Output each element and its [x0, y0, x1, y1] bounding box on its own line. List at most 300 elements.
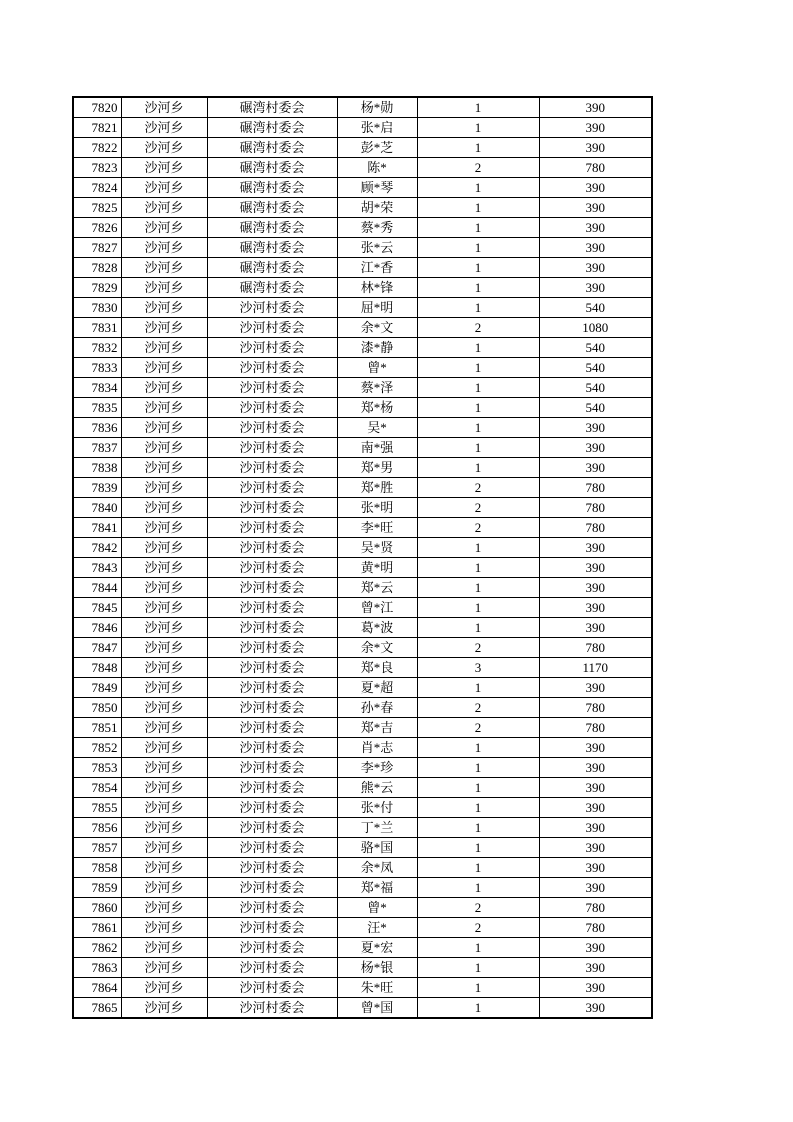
- cell-amount: 390: [539, 938, 652, 958]
- cell-township: 沙河乡: [121, 698, 207, 718]
- cell-serial-number: 7821: [73, 118, 121, 138]
- table-row: [73, 518, 652, 538]
- cell-amount: 390: [539, 138, 652, 158]
- cell-serial-number: 7860: [73, 898, 121, 918]
- cell-person-name: 余*文: [337, 318, 417, 338]
- cell-count: 1: [417, 458, 539, 478]
- cell-person-name: 张*云: [337, 238, 417, 258]
- cell-serial-number: 7832: [73, 338, 121, 358]
- table-row: [73, 118, 652, 138]
- cell-person-name: 蔡*泽: [337, 378, 417, 398]
- table-row: [73, 878, 652, 898]
- cell-amount: 780: [539, 638, 652, 658]
- cell-serial-number: 7838: [73, 458, 121, 478]
- cell-person-name: 熊*云: [337, 778, 417, 798]
- cell-serial-number: 7851: [73, 718, 121, 738]
- cell-serial-number: 7827: [73, 238, 121, 258]
- cell-township: 沙河乡: [121, 258, 207, 278]
- cell-person-name: 肖*志: [337, 738, 417, 758]
- cell-township: 沙河乡: [121, 318, 207, 338]
- cell-village-committee: 碾湾村委会: [207, 198, 337, 218]
- cell-amount: 780: [539, 698, 652, 718]
- cell-amount: 780: [539, 158, 652, 178]
- table-row: [73, 658, 652, 678]
- cell-count: 2: [417, 498, 539, 518]
- cell-township: 沙河乡: [121, 618, 207, 638]
- cell-serial-number: 7862: [73, 938, 121, 958]
- cell-count: 1: [417, 578, 539, 598]
- cell-amount: 780: [539, 518, 652, 538]
- cell-amount: 390: [539, 178, 652, 198]
- cell-township: 沙河乡: [121, 478, 207, 498]
- cell-count: 2: [417, 478, 539, 498]
- cell-township: 沙河乡: [121, 118, 207, 138]
- cell-count: 1: [417, 838, 539, 858]
- cell-person-name: 葛*波: [337, 618, 417, 638]
- cell-village-committee: 沙河村委会: [207, 658, 337, 678]
- cell-village-committee: 沙河村委会: [207, 718, 337, 738]
- table-row: [73, 638, 652, 658]
- cell-serial-number: 7824: [73, 178, 121, 198]
- cell-amount: 540: [539, 338, 652, 358]
- cell-serial-number: 7841: [73, 518, 121, 538]
- cell-township: 沙河乡: [121, 97, 207, 118]
- cell-count: 1: [417, 738, 539, 758]
- table-row: [73, 558, 652, 578]
- cell-amount: 540: [539, 398, 652, 418]
- cell-amount: 390: [539, 738, 652, 758]
- cell-village-committee: 碾湾村委会: [207, 238, 337, 258]
- cell-village-committee: 沙河村委会: [207, 498, 337, 518]
- cell-amount: 780: [539, 918, 652, 938]
- cell-village-committee: 碾湾村委会: [207, 97, 337, 118]
- cell-person-name: 朱*旺: [337, 978, 417, 998]
- table-row: [73, 258, 652, 278]
- table-row: [73, 298, 652, 318]
- cell-amount: 390: [539, 798, 652, 818]
- table-row: [73, 798, 652, 818]
- cell-amount: 390: [539, 618, 652, 638]
- cell-amount: 540: [539, 358, 652, 378]
- cell-village-committee: 碾湾村委会: [207, 138, 337, 158]
- cell-person-name: 吴*: [337, 418, 417, 438]
- cell-person-name: 郑*福: [337, 878, 417, 898]
- cell-village-committee: 沙河村委会: [207, 598, 337, 618]
- cell-count: 2: [417, 898, 539, 918]
- cell-village-committee: 沙河村委会: [207, 558, 337, 578]
- cell-person-name: 孙*春: [337, 698, 417, 718]
- cell-township: 沙河乡: [121, 578, 207, 598]
- cell-amount: 390: [539, 218, 652, 238]
- cell-amount: 780: [539, 498, 652, 518]
- cell-person-name: 蔡*秀: [337, 218, 417, 238]
- cell-village-committee: 沙河村委会: [207, 838, 337, 858]
- cell-village-committee: 沙河村委会: [207, 678, 337, 698]
- cell-village-committee: 碾湾村委会: [207, 178, 337, 198]
- cell-count: 1: [417, 678, 539, 698]
- table-row: [73, 858, 652, 878]
- cell-serial-number: 7848: [73, 658, 121, 678]
- cell-village-committee: 碾湾村委会: [207, 158, 337, 178]
- table-row: [73, 998, 652, 1019]
- cell-amount: 390: [539, 818, 652, 838]
- cell-count: 2: [417, 698, 539, 718]
- cell-amount: 390: [539, 458, 652, 478]
- cell-count: 1: [417, 138, 539, 158]
- table-row: [73, 778, 652, 798]
- cell-serial-number: 7837: [73, 438, 121, 458]
- table-row: [73, 138, 652, 158]
- cell-amount: 540: [539, 378, 652, 398]
- cell-village-committee: 沙河村委会: [207, 958, 337, 978]
- cell-amount: 390: [539, 978, 652, 998]
- cell-amount: 390: [539, 838, 652, 858]
- cell-serial-number: 7850: [73, 698, 121, 718]
- cell-village-committee: 沙河村委会: [207, 818, 337, 838]
- cell-township: 沙河乡: [121, 338, 207, 358]
- cell-serial-number: 7842: [73, 538, 121, 558]
- table-row: [73, 238, 652, 258]
- cell-village-committee: 沙河村委会: [207, 878, 337, 898]
- cell-amount: 780: [539, 898, 652, 918]
- cell-serial-number: 7843: [73, 558, 121, 578]
- table-row: [73, 918, 652, 938]
- cell-count: 1: [417, 118, 539, 138]
- cell-village-committee: 沙河村委会: [207, 918, 337, 938]
- cell-township: 沙河乡: [121, 538, 207, 558]
- cell-township: 沙河乡: [121, 198, 207, 218]
- cell-amount: 390: [539, 858, 652, 878]
- cell-count: 1: [417, 978, 539, 998]
- cell-person-name: 李*旺: [337, 518, 417, 538]
- cell-person-name: 张*付: [337, 798, 417, 818]
- cell-village-committee: 沙河村委会: [207, 518, 337, 538]
- cell-person-name: 杨*银: [337, 958, 417, 978]
- table-row: [73, 738, 652, 758]
- cell-township: 沙河乡: [121, 438, 207, 458]
- cell-person-name: 曾*: [337, 358, 417, 378]
- cell-village-committee: 沙河村委会: [207, 418, 337, 438]
- cell-amount: 390: [539, 418, 652, 438]
- cell-township: 沙河乡: [121, 378, 207, 398]
- cell-person-name: 漆*静: [337, 338, 417, 358]
- cell-serial-number: 7857: [73, 838, 121, 858]
- cell-person-name: 胡*荣: [337, 198, 417, 218]
- cell-amount: 390: [539, 258, 652, 278]
- cell-serial-number: 7825: [73, 198, 121, 218]
- cell-township: 沙河乡: [121, 778, 207, 798]
- cell-count: 1: [417, 758, 539, 778]
- table-row: [73, 598, 652, 618]
- cell-person-name: 曾*: [337, 898, 417, 918]
- table-row: [73, 178, 652, 198]
- cell-village-committee: 沙河村委会: [207, 338, 337, 358]
- cell-village-committee: 沙河村委会: [207, 298, 337, 318]
- cell-count: 1: [417, 538, 539, 558]
- cell-amount: 390: [539, 778, 652, 798]
- cell-count: 1: [417, 858, 539, 878]
- cell-village-committee: 沙河村委会: [207, 458, 337, 478]
- table-row: [73, 538, 652, 558]
- cell-person-name: 郑*吉: [337, 718, 417, 738]
- cell-amount: 390: [539, 878, 652, 898]
- cell-amount: 1080: [539, 318, 652, 338]
- cell-amount: 780: [539, 718, 652, 738]
- table-row: [73, 498, 652, 518]
- cell-serial-number: 7831: [73, 318, 121, 338]
- cell-count: 1: [417, 878, 539, 898]
- cell-count: 1: [417, 438, 539, 458]
- cell-person-name: 李*珍: [337, 758, 417, 778]
- cell-count: 1: [417, 358, 539, 378]
- table-body: [73, 97, 652, 1018]
- table-row: [73, 418, 652, 438]
- cell-township: 沙河乡: [121, 878, 207, 898]
- cell-amount: 390: [539, 578, 652, 598]
- cell-count: 2: [417, 638, 539, 658]
- cell-serial-number: 7845: [73, 598, 121, 618]
- cell-serial-number: 7846: [73, 618, 121, 638]
- cell-serial-number: 7839: [73, 478, 121, 498]
- cell-person-name: 郑*杨: [337, 398, 417, 418]
- table-row: [73, 438, 652, 458]
- table-row: [73, 578, 652, 598]
- cell-person-name: 夏*宏: [337, 938, 417, 958]
- cell-count: 1: [417, 97, 539, 118]
- cell-township: 沙河乡: [121, 998, 207, 1019]
- table-row: [73, 97, 652, 118]
- cell-village-committee: 碾湾村委会: [207, 218, 337, 238]
- cell-count: 1: [417, 598, 539, 618]
- table-row: [73, 358, 652, 378]
- cell-person-name: 余*文: [337, 638, 417, 658]
- cell-serial-number: 7855: [73, 798, 121, 818]
- cell-person-name: 顾*琴: [337, 178, 417, 198]
- table-row: [73, 618, 652, 638]
- cell-count: 2: [417, 518, 539, 538]
- cell-village-committee: 沙河村委会: [207, 378, 337, 398]
- cell-township: 沙河乡: [121, 738, 207, 758]
- cell-township: 沙河乡: [121, 598, 207, 618]
- cell-amount: 390: [539, 198, 652, 218]
- cell-serial-number: 7835: [73, 398, 121, 418]
- cell-serial-number: 7820: [73, 97, 121, 118]
- cell-village-committee: 沙河村委会: [207, 798, 337, 818]
- cell-count: 1: [417, 418, 539, 438]
- table-row: [73, 278, 652, 298]
- cell-village-committee: 沙河村委会: [207, 858, 337, 878]
- cell-township: 沙河乡: [121, 218, 207, 238]
- cell-amount: 390: [539, 238, 652, 258]
- cell-count: 1: [417, 258, 539, 278]
- cell-village-committee: 沙河村委会: [207, 318, 337, 338]
- cell-village-committee: 沙河村委会: [207, 738, 337, 758]
- table-row: [73, 718, 652, 738]
- cell-serial-number: 7852: [73, 738, 121, 758]
- cell-amount: 780: [539, 478, 652, 498]
- cell-serial-number: 7865: [73, 998, 121, 1019]
- cell-count: 3: [417, 658, 539, 678]
- table-row: [73, 458, 652, 478]
- cell-serial-number: 7822: [73, 138, 121, 158]
- table-row: [73, 338, 652, 358]
- cell-serial-number: 7853: [73, 758, 121, 778]
- cell-person-name: 张*启: [337, 118, 417, 138]
- cell-serial-number: 7823: [73, 158, 121, 178]
- cell-amount: 390: [539, 538, 652, 558]
- cell-serial-number: 7861: [73, 918, 121, 938]
- cell-count: 1: [417, 798, 539, 818]
- cell-township: 沙河乡: [121, 978, 207, 998]
- cell-person-name: 南*强: [337, 438, 417, 458]
- cell-amount: 390: [539, 958, 652, 978]
- cell-serial-number: 7856: [73, 818, 121, 838]
- cell-count: 2: [417, 318, 539, 338]
- table-row: [73, 158, 652, 178]
- cell-village-committee: 沙河村委会: [207, 698, 337, 718]
- cell-village-committee: 沙河村委会: [207, 618, 337, 638]
- cell-person-name: 杨*勋: [337, 97, 417, 118]
- cell-village-committee: 沙河村委会: [207, 778, 337, 798]
- cell-village-committee: 沙河村委会: [207, 938, 337, 958]
- cell-township: 沙河乡: [121, 938, 207, 958]
- table-row: [73, 898, 652, 918]
- cell-village-committee: 碾湾村委会: [207, 118, 337, 138]
- cell-count: 1: [417, 818, 539, 838]
- cell-amount: 1170: [539, 658, 652, 678]
- cell-village-committee: 沙河村委会: [207, 538, 337, 558]
- cell-count: 1: [417, 338, 539, 358]
- cell-count: 2: [417, 918, 539, 938]
- cell-person-name: 屈*明: [337, 298, 417, 318]
- cell-township: 沙河乡: [121, 658, 207, 678]
- cell-count: 1: [417, 998, 539, 1019]
- table-row: [73, 318, 652, 338]
- table-row: [73, 958, 652, 978]
- cell-township: 沙河乡: [121, 798, 207, 818]
- cell-township: 沙河乡: [121, 418, 207, 438]
- cell-person-name: 吴*贤: [337, 538, 417, 558]
- cell-township: 沙河乡: [121, 838, 207, 858]
- cell-township: 沙河乡: [121, 238, 207, 258]
- cell-township: 沙河乡: [121, 138, 207, 158]
- cell-serial-number: 7828: [73, 258, 121, 278]
- cell-count: 1: [417, 558, 539, 578]
- cell-amount: 390: [539, 598, 652, 618]
- cell-township: 沙河乡: [121, 558, 207, 578]
- cell-village-committee: 碾湾村委会: [207, 278, 337, 298]
- cell-village-committee: 沙河村委会: [207, 898, 337, 918]
- cell-person-name: 彭*芝: [337, 138, 417, 158]
- cell-serial-number: 7859: [73, 878, 121, 898]
- cell-amount: 390: [539, 678, 652, 698]
- cell-person-name: 夏*超: [337, 678, 417, 698]
- cell-person-name: 郑*云: [337, 578, 417, 598]
- cell-township: 沙河乡: [121, 398, 207, 418]
- cell-person-name: 江*香: [337, 258, 417, 278]
- cell-serial-number: 7847: [73, 638, 121, 658]
- cell-serial-number: 7826: [73, 218, 121, 238]
- cell-township: 沙河乡: [121, 358, 207, 378]
- cell-amount: 390: [539, 278, 652, 298]
- cell-count: 1: [417, 198, 539, 218]
- cell-township: 沙河乡: [121, 678, 207, 698]
- cell-village-committee: 碾湾村委会: [207, 258, 337, 278]
- data-table: [72, 96, 653, 1019]
- cell-count: 1: [417, 238, 539, 258]
- cell-person-name: 骆*国: [337, 838, 417, 858]
- cell-person-name: 余*凤: [337, 858, 417, 878]
- table-row: [73, 978, 652, 998]
- cell-village-committee: 沙河村委会: [207, 398, 337, 418]
- cell-count: 1: [417, 378, 539, 398]
- cell-township: 沙河乡: [121, 758, 207, 778]
- cell-village-committee: 沙河村委会: [207, 438, 337, 458]
- cell-village-committee: 沙河村委会: [207, 978, 337, 998]
- cell-person-name: 曾*江: [337, 598, 417, 618]
- table-row: [73, 678, 652, 698]
- cell-count: 1: [417, 218, 539, 238]
- cell-person-name: 汪*: [337, 918, 417, 938]
- cell-count: 1: [417, 938, 539, 958]
- cell-person-name: 郑*良: [337, 658, 417, 678]
- table-row: [73, 198, 652, 218]
- cell-person-name: 丁*兰: [337, 818, 417, 838]
- cell-count: 1: [417, 958, 539, 978]
- cell-person-name: 郑*胜: [337, 478, 417, 498]
- cell-serial-number: 7864: [73, 978, 121, 998]
- cell-village-committee: 沙河村委会: [207, 758, 337, 778]
- cell-serial-number: 7863: [73, 958, 121, 978]
- cell-township: 沙河乡: [121, 958, 207, 978]
- cell-township: 沙河乡: [121, 898, 207, 918]
- cell-amount: 390: [539, 97, 652, 118]
- cell-person-name: 郑*男: [337, 458, 417, 478]
- cell-village-committee: 沙河村委会: [207, 638, 337, 658]
- cell-village-committee: 沙河村委会: [207, 478, 337, 498]
- cell-count: 1: [417, 278, 539, 298]
- cell-township: 沙河乡: [121, 858, 207, 878]
- cell-count: 1: [417, 178, 539, 198]
- cell-township: 沙河乡: [121, 158, 207, 178]
- cell-serial-number: 7833: [73, 358, 121, 378]
- cell-count: 1: [417, 398, 539, 418]
- cell-township: 沙河乡: [121, 638, 207, 658]
- cell-count: 1: [417, 618, 539, 638]
- cell-township: 沙河乡: [121, 818, 207, 838]
- cell-township: 沙河乡: [121, 498, 207, 518]
- cell-count: 1: [417, 298, 539, 318]
- cell-serial-number: 7854: [73, 778, 121, 798]
- cell-amount: 390: [539, 558, 652, 578]
- table-row: [73, 938, 652, 958]
- cell-township: 沙河乡: [121, 458, 207, 478]
- cell-person-name: 张*明: [337, 498, 417, 518]
- cell-amount: 390: [539, 118, 652, 138]
- cell-serial-number: 7858: [73, 858, 121, 878]
- table-row: [73, 478, 652, 498]
- cell-amount: 390: [539, 998, 652, 1019]
- cell-person-name: 陈*: [337, 158, 417, 178]
- cell-township: 沙河乡: [121, 278, 207, 298]
- cell-township: 沙河乡: [121, 518, 207, 538]
- cell-count: 1: [417, 778, 539, 798]
- table-row: [73, 818, 652, 838]
- cell-village-committee: 沙河村委会: [207, 998, 337, 1019]
- cell-village-committee: 沙河村委会: [207, 358, 337, 378]
- table-row: [73, 398, 652, 418]
- cell-serial-number: 7849: [73, 678, 121, 698]
